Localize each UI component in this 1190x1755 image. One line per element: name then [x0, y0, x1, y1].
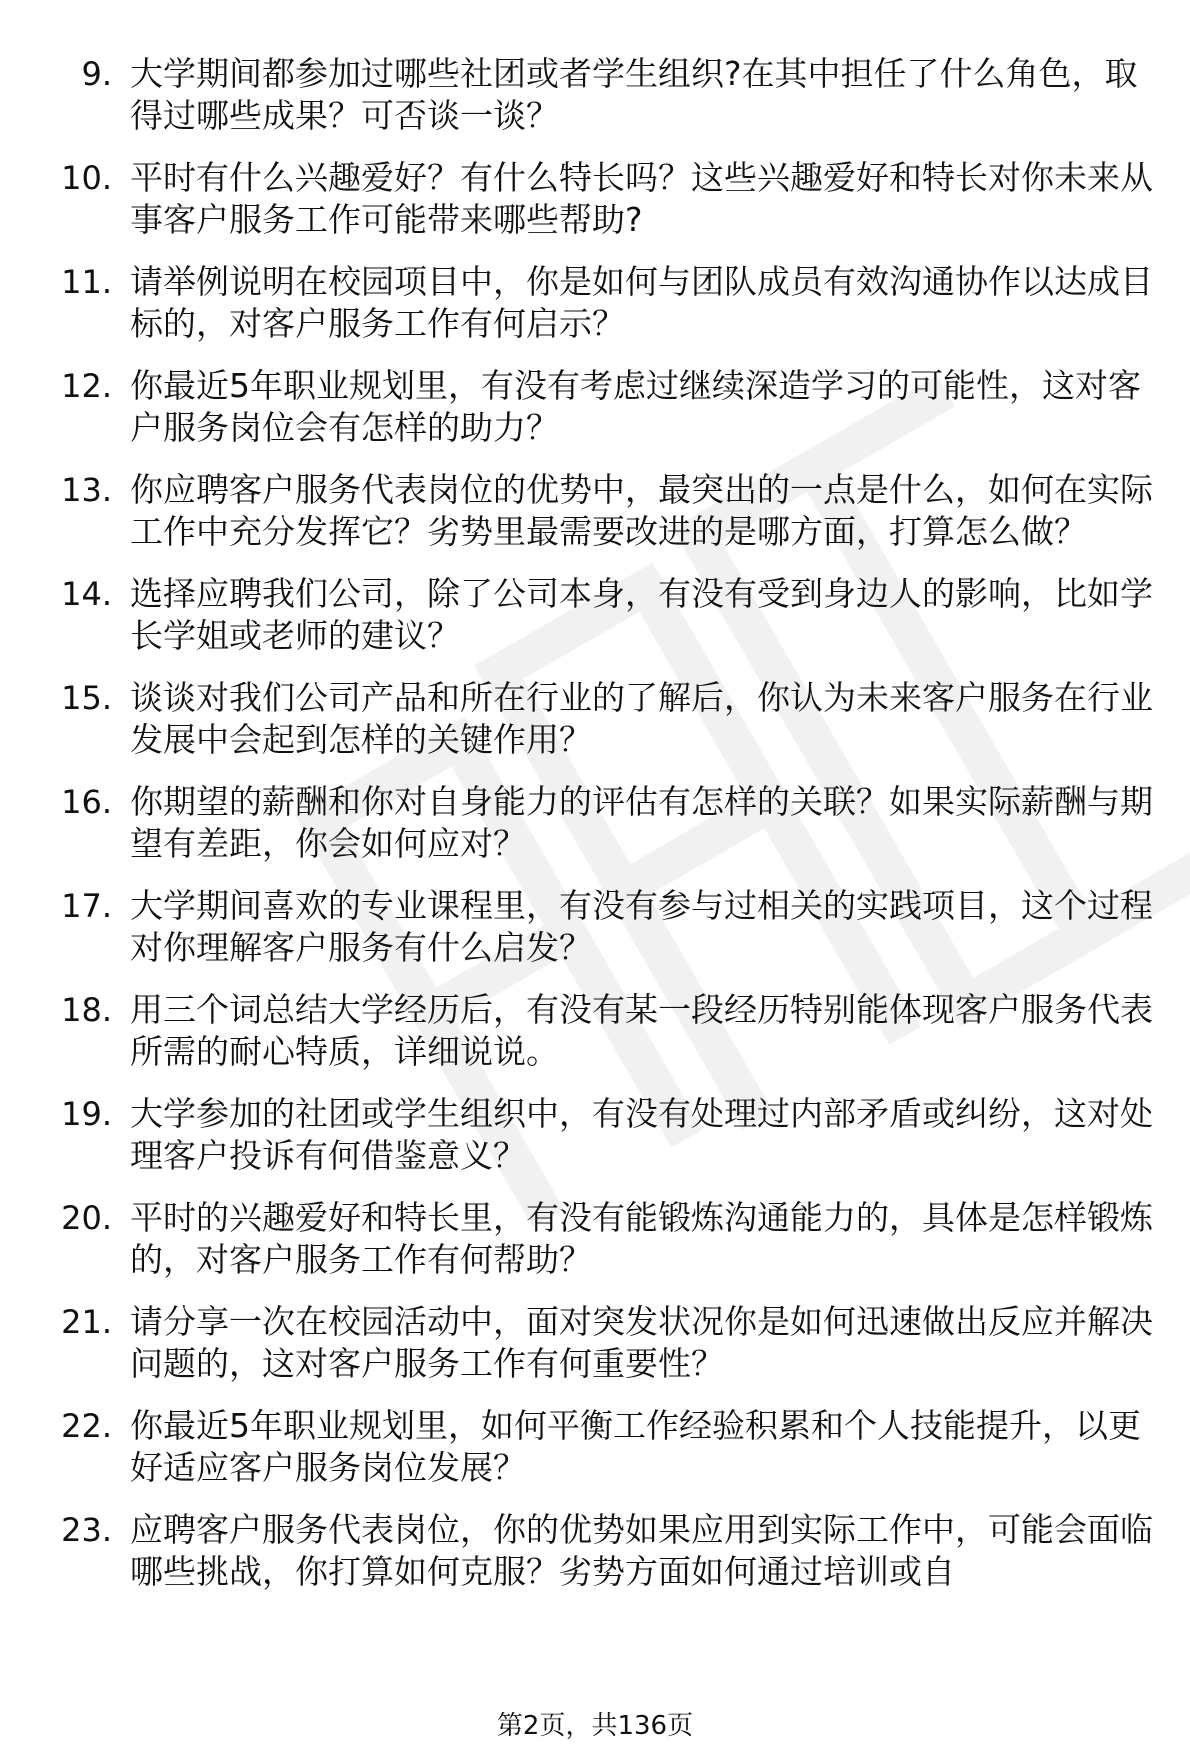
question-item	[0, 1405, 1190, 1489]
question-text: 大学期间都参加过哪些社团或者学生组织?在其中担任了什么角色，取得过哪些成果？可否谈一谈？	[130, 54, 1138, 135]
question-item	[0, 781, 1190, 865]
question-text: 你最近5年职业规划里，如何平衡工作经验积累和个人技能提升，以更好适应客户服务岗位发展？	[130, 1406, 1141, 1487]
question-text: 请举例说明在校园项目中，你是如何与团队成员有效沟通协作以达成目标的，对客户服务工作有何启示？	[130, 262, 1153, 343]
question-number: 20.	[61, 1199, 112, 1237]
question-text: 你期望的薪酬和你对自身能力的评估有怎样的关联？如果实际薪酬与期望有差距，你会如何应对？	[130, 782, 1153, 863]
question-number: 19.	[61, 1095, 112, 1133]
question-text: 平时的兴趣爱好和特长里，有没有能锻炼沟通能力的，具体是怎样锻炼的，对客户服务工作有何帮助？	[130, 1198, 1153, 1279]
question-number: 21.	[61, 1303, 112, 1341]
question-text: 大学参加的社团或学生组织中，有没有处理过内部矛盾或纠纷，这对处理客户投诉有何借鉴意义？	[130, 1094, 1153, 1175]
question-number: 9.	[81, 55, 112, 93]
question-number: 16.	[61, 783, 112, 821]
question-text: 请分享一次在校园活动中，面对突发状况你是如何迅速做出反应并解决问题的，这对客户服务工作有何重要性？	[130, 1302, 1153, 1383]
question-item	[0, 885, 1190, 969]
question-number: 13.	[61, 471, 112, 509]
question-number: 14.	[61, 575, 112, 613]
question-number: 23.	[61, 1511, 112, 1549]
question-item	[0, 677, 1190, 761]
question-number: 11.	[61, 263, 112, 301]
question-item	[0, 53, 1190, 137]
question-item	[0, 1509, 1190, 1593]
question-item	[0, 365, 1190, 449]
question-text: 用三个词总结大学经历后，有没有某一段经历特别能体现客户服务代表所需的耐心特质，详细说说。	[130, 990, 1153, 1071]
question-item	[0, 157, 1190, 241]
question-text: 选择应聘我们公司，除了公司本身，有没有受到身边人的影响，比如学长学姐或老师的建议？	[130, 574, 1153, 655]
question-text: 你最近5年职业规划里，有没有考虑过继续深造学习的可能性，这对客户服务岗位会有怎样的助力？	[130, 366, 1141, 447]
question-number: 12.	[61, 367, 112, 405]
question-item	[0, 1301, 1190, 1385]
question-number: 18.	[61, 991, 112, 1029]
question-item	[0, 573, 1190, 657]
question-text: 大学期间喜欢的专业课程里，有没有参与过相关的实践项目，这个过程对你理解客户服务有什么启发？	[130, 886, 1153, 967]
question-item	[0, 1197, 1190, 1281]
page-number-footer: 第2页，共136页	[496, 1711, 694, 1741]
question-text: 你应聘客户服务代表岗位的优势中，最突出的一点是什么，如何在实际工作中充分发挥它？劣势里最需要改进的是哪方面，打算怎么做？	[130, 470, 1153, 551]
question-item	[0, 989, 1190, 1073]
question-item	[0, 261, 1190, 345]
question-number: 15.	[61, 679, 112, 717]
question-item	[0, 1093, 1190, 1177]
question-number: 22.	[61, 1407, 112, 1445]
question-text: 谈谈对我们公司产品和所在行业的了解后，你认为未来客户服务在行业发展中会起到怎样的关键作用？	[130, 678, 1153, 759]
question-text: 平时有什么兴趣爱好？有什么特长吗？这些兴趣爱好和特长对你未来从事客户服务工作可能带来哪些帮助?	[130, 158, 1153, 239]
question-text: 应聘客户服务代表岗位，你的优势如果应用到实际工作中，可能会面临哪些挑战，你打算如何克服？劣势方面如何通过培训或自	[130, 1510, 1153, 1591]
question-list	[0, 53, 1190, 1613]
question-item	[0, 469, 1190, 553]
question-number: 17.	[61, 887, 112, 925]
question-number: 10.	[61, 159, 112, 197]
